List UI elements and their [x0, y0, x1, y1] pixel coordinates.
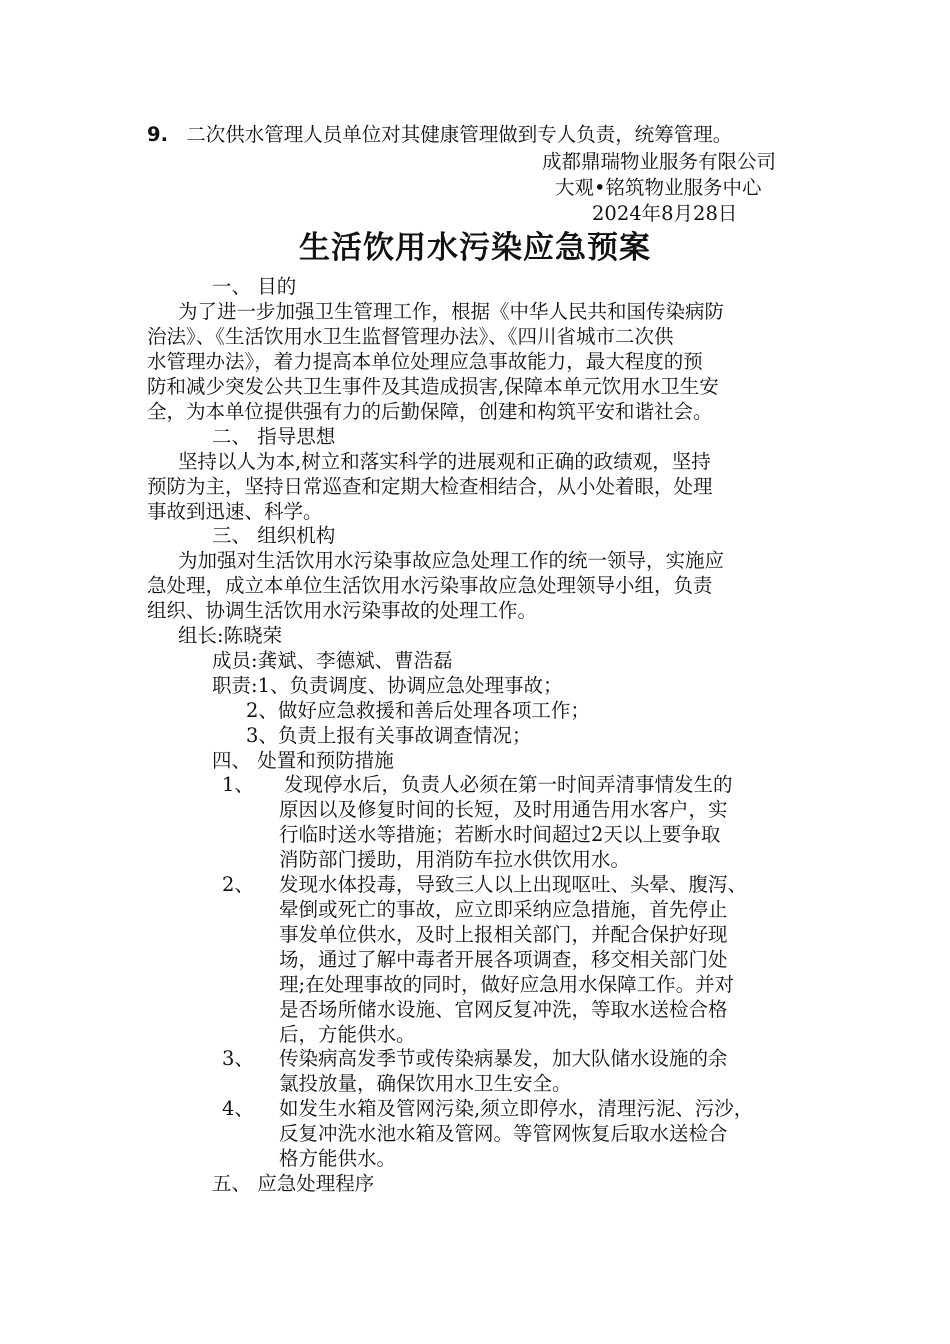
measure-number: 4、: [222, 1097, 254, 1120]
top-item: [147, 122, 732, 148]
measure-line: 晕倒或死亡的事故，应立即采纳应急措施，首先停止: [279, 898, 728, 921]
measure-number: 1、: [222, 773, 254, 796]
measure-line: 原因以及修复时间的长短，及时用通告用水客户，实: [279, 798, 728, 821]
measure-line: 如发生水箱及管网污染,须立即停水，清理污泥、污沙，: [279, 1097, 754, 1120]
measure-line: 是否场所储水设施、官网反复冲洗，等取水送检合格: [279, 998, 728, 1021]
measure-line: 事发单位供水，及时上报相关部门，并配合保护好现: [279, 923, 728, 946]
measure-line: 氯投放量，确保饮用水卫生安全。: [279, 1072, 572, 1095]
measure-line: 消防部门援助，用消防车拉水供饮用水。: [279, 848, 631, 871]
measure-line: 传染病高发季节或传染病暴发，加大队储水设施的余: [279, 1047, 728, 1070]
section-3-line: 急处理，成立本单位生活饮用水污染事故应急处理领导小组，负责: [147, 574, 713, 597]
section-3-line: 组织、协调生活饮用水污染事故的处理工作。: [147, 599, 538, 622]
duty-1: 职责:1、负责调度、协调应急处理事故；: [212, 674, 563, 697]
top-item-number: 9.: [147, 123, 168, 146]
section-2-line: 预防为主，坚持日常巡查和定期大检查相结合，从小处着眼，处理: [147, 475, 713, 498]
measure-number: 2、: [222, 873, 254, 896]
document-title: 生活饮用水污染应急预案: [299, 230, 651, 266]
measure-line: 发现停水后，负责人必须在第一时间弄清事情发生的: [284, 773, 733, 796]
signature-center: 大观•铭筑物业服务中心: [555, 176, 762, 199]
top-item-text: 二次供水管理人员单位对其健康管理做到专人负责，统筹管理。: [186, 123, 733, 146]
section-2-line: 事故到迅速、科学。: [147, 500, 323, 523]
group-leader: 组长:陈晓荣: [178, 624, 283, 647]
measure-number: 3、: [222, 1047, 254, 1070]
section-1-line: 水管理办法》，着力提高本单位处理应急事故能力，最大程度的预: [147, 350, 703, 373]
measure-line: 发现水体投毒，导致三人以上出现呕吐、头晕、腹泻、: [279, 873, 748, 896]
measure-line: 反复冲洗水池水箱及管网。等管网恢复后取水送检合: [279, 1122, 728, 1145]
measure-line: 后，方能供水。: [279, 1023, 416, 1046]
section-3-line: 为加强对生活饮用水污染事故应急处理工作的统一领导，实施应: [178, 549, 725, 572]
signature-date: 2024年8月28日: [592, 202, 738, 225]
section-1-line: 全，为本单位提供强有力的后勤保障，创建和构筑平安和谐社会。: [147, 400, 713, 423]
section-4-heading: 四、 处置和预防措施: [212, 749, 394, 772]
section-1-line: 为了进一步加强卫生管理工作，根据《中华人民共和国传染病防: [178, 300, 725, 323]
section-5-heading: 五、 应急处理程序: [212, 1172, 375, 1195]
measure-line: 场，通过了解中毒者开展各项调查，移交相关部门处: [279, 948, 728, 971]
section-2-heading: 二、 指导思想: [212, 425, 336, 448]
section-3-heading: 三、 组织机构: [212, 524, 336, 547]
section-1-heading: 一、 目的: [212, 275, 297, 298]
signature-company: 成都鼎瑞物业服务有限公司: [542, 150, 777, 173]
measure-line: 格方能供水。: [279, 1147, 397, 1170]
duty-2: 2、做好应急救援和善后处理各项工作；: [246, 699, 590, 722]
section-2-line: 坚持以人为本,树立和落实科学的进展观和正确的政绩观，坚持: [178, 450, 711, 473]
group-members: 成员:龚斌、李德斌、曹浩磊: [212, 649, 453, 672]
duty-3: 3、负责上报有关事故调查情况；: [246, 724, 532, 747]
section-1-line: 治法》、《生活饮用水卫生监督管理办法》、《四川省城市二次供: [147, 325, 674, 348]
section-1-line: 防和减少突发公共卫生事件及其造成损害,保障本单元饮用水卫生安: [147, 375, 719, 398]
measure-line: 行临时送水等措施；若断水时间超过2天以上要争取: [279, 823, 721, 846]
measure-line: 理;在处理事故的同时，做好应急用水保障工作。并对: [279, 973, 735, 996]
